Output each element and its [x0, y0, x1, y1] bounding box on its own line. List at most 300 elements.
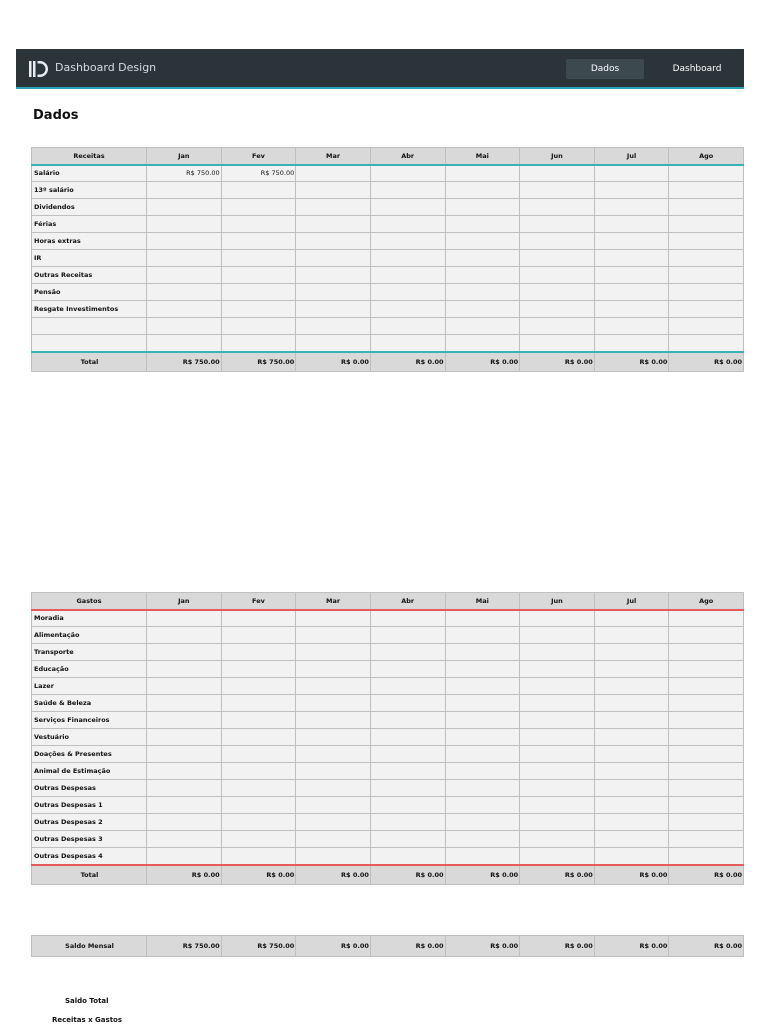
table-row: [32, 627, 744, 644]
value-cell[interactable]: [370, 216, 445, 233]
value-cell[interactable]: [520, 250, 595, 267]
value-cell[interactable]: [147, 301, 222, 318]
value-cell[interactable]: [669, 335, 744, 352]
value-cell[interactable]: [221, 695, 296, 712]
value-cell[interactable]: [520, 848, 595, 865]
value-cell[interactable]: [221, 712, 296, 729]
value-cell[interactable]: [147, 763, 222, 780]
value-cell[interactable]: [370, 199, 445, 216]
table-row: [32, 644, 744, 661]
month-header-jan: Jan: [147, 148, 222, 165]
value-cell[interactable]: [520, 182, 595, 199]
value-cell[interactable]: [669, 165, 744, 182]
saldo-mensal-label: Saldo Mensal: [32, 936, 147, 957]
value-cell[interactable]: [221, 250, 296, 267]
month-header-jan: Jan: [147, 593, 222, 610]
value-cell[interactable]: [147, 695, 222, 712]
saldo-value-cell: R$ 0.00: [370, 936, 445, 957]
table-row: [32, 165, 744, 182]
value-cell[interactable]: [594, 199, 669, 216]
value-cell[interactable]: [370, 610, 445, 627]
value-cell[interactable]: [445, 678, 520, 695]
value-cell[interactable]: [296, 797, 371, 814]
value-cell[interactable]: [296, 301, 371, 318]
value-cell[interactable]: [147, 712, 222, 729]
table-row: [32, 695, 744, 712]
value-cell[interactable]: [370, 233, 445, 250]
value-cell[interactable]: [520, 712, 595, 729]
value-cell[interactable]: [296, 267, 371, 284]
value-cell[interactable]: [445, 267, 520, 284]
value-cell[interactable]: [370, 746, 445, 763]
value-cell[interactable]: [370, 848, 445, 865]
value-cell[interactable]: [594, 165, 669, 182]
value-cell[interactable]: [520, 165, 595, 182]
saldo-mensal-table: [31, 935, 744, 957]
value-cell[interactable]: [147, 780, 222, 797]
row-label: Saúde & Beleza: [32, 695, 147, 712]
month-header-ago: Ago: [669, 593, 744, 610]
dashboard-logo-icon: [28, 59, 48, 79]
table-row: [32, 301, 744, 318]
value-cell[interactable]: [594, 678, 669, 695]
value-cell[interactable]: [445, 165, 520, 182]
value-cell[interactable]: [370, 661, 445, 678]
value-cell[interactable]: [147, 250, 222, 267]
value-cell[interactable]: [221, 335, 296, 352]
value-cell[interactable]: [296, 644, 371, 661]
value-cell[interactable]: [296, 335, 371, 352]
value-cell[interactable]: [147, 797, 222, 814]
page-title: Dados: [33, 108, 79, 123]
value-cell[interactable]: [147, 335, 222, 352]
month-header-abr: Abr: [370, 148, 445, 165]
value-cell[interactable]: [147, 267, 222, 284]
value-cell[interactable]: [296, 627, 371, 644]
value-cell[interactable]: [594, 318, 669, 335]
row-label: IR: [32, 250, 147, 267]
value-cell[interactable]: [147, 199, 222, 216]
table-row: [32, 797, 744, 814]
total-value-cell: R$ 0.00: [296, 352, 371, 372]
value-cell[interactable]: [669, 318, 744, 335]
value-cell[interactable]: [370, 284, 445, 301]
value-cell[interactable]: [669, 712, 744, 729]
value-cell[interactable]: [221, 831, 296, 848]
value-cell[interactable]: [445, 644, 520, 661]
value-cell[interactable]: [594, 233, 669, 250]
value-cell[interactable]: [221, 848, 296, 865]
nav-dashboard-button[interactable]: Dashboard: [672, 64, 722, 74]
value-cell[interactable]: [594, 301, 669, 318]
value-cell[interactable]: [669, 831, 744, 848]
table-row: [32, 746, 744, 763]
value-cell[interactable]: [594, 763, 669, 780]
nav-dados-button[interactable]: Dados: [566, 59, 644, 79]
value-cell[interactable]: [594, 831, 669, 848]
value-cell[interactable]: [669, 814, 744, 831]
value-cell[interactable]: [669, 627, 744, 644]
month-header-fev: Fev: [221, 148, 296, 165]
value-cell[interactable]: [520, 746, 595, 763]
value-cell[interactable]: [370, 267, 445, 284]
value-cell[interactable]: [445, 746, 520, 763]
value-cell[interactable]: [594, 627, 669, 644]
value-cell[interactable]: [221, 763, 296, 780]
value-cell[interactable]: [221, 182, 296, 199]
value-cell[interactable]: [520, 831, 595, 848]
value-cell[interactable]: [221, 233, 296, 250]
value-cell[interactable]: [520, 216, 595, 233]
value-cell[interactable]: [594, 335, 669, 352]
value-cell[interactable]: [669, 746, 744, 763]
value-cell[interactable]: [370, 301, 445, 318]
value-cell[interactable]: [669, 267, 744, 284]
value-cell[interactable]: [445, 318, 520, 335]
value-cell[interactable]: [445, 831, 520, 848]
total-value-cell: R$ 0.00: [520, 865, 595, 885]
value-cell[interactable]: [445, 814, 520, 831]
value-cell[interactable]: [520, 763, 595, 780]
value-cell[interactable]: [669, 250, 744, 267]
value-cell[interactable]: [445, 301, 520, 318]
value-cell[interactable]: [370, 814, 445, 831]
value-cell[interactable]: [520, 661, 595, 678]
saldo-value-cell: R$ 0.00: [669, 936, 744, 957]
value-cell[interactable]: [445, 199, 520, 216]
value-cell[interactable]: [296, 763, 371, 780]
row-label: [32, 335, 147, 352]
value-cell[interactable]: [594, 250, 669, 267]
row-label: Resgate Investimentos: [32, 301, 147, 318]
value-cell[interactable]: [147, 284, 222, 301]
value-cell[interactable]: [296, 831, 371, 848]
gastos-header-row: [32, 593, 744, 610]
value-cell[interactable]: [594, 695, 669, 712]
table-row: [32, 814, 744, 831]
value-cell[interactable]: [147, 610, 222, 627]
top-navbar: [16, 49, 744, 89]
saldo-mensal-row: [32, 936, 744, 957]
table-row: [32, 284, 744, 301]
value-cell[interactable]: [296, 182, 371, 199]
value-cell[interactable]: [669, 780, 744, 797]
value-cell[interactable]: [370, 695, 445, 712]
value-cell[interactable]: [594, 848, 669, 865]
value-cell[interactable]: [445, 335, 520, 352]
value-cell[interactable]: [370, 729, 445, 746]
value-cell[interactable]: [445, 182, 520, 199]
value-cell[interactable]: [370, 182, 445, 199]
value-cell[interactable]: [370, 831, 445, 848]
value-cell[interactable]: [669, 284, 744, 301]
value-cell[interactable]: [221, 746, 296, 763]
total-value-cell: R$ 0.00: [296, 865, 371, 885]
saldo-value-cell: R$ 0.00: [296, 936, 371, 957]
value-cell[interactable]: [221, 678, 296, 695]
value-cell[interactable]: [147, 318, 222, 335]
saldo-value-cell: R$ 0.00: [445, 936, 520, 957]
table-row: [32, 763, 744, 780]
value-cell[interactable]: [370, 678, 445, 695]
month-header-jun: Jun: [520, 593, 595, 610]
value-cell[interactable]: [669, 216, 744, 233]
table-row: [32, 250, 744, 267]
value-cell[interactable]: [296, 233, 371, 250]
total-value-cell: R$ 0.00: [594, 865, 669, 885]
value-cell[interactable]: [520, 301, 595, 318]
saldo-value-cell: R$ 0.00: [520, 936, 595, 957]
value-cell[interactable]: [594, 712, 669, 729]
receitas-header-row: [32, 148, 744, 165]
total-value-cell: R$ 0.00: [221, 865, 296, 885]
brand-title: Dashboard Design: [55, 61, 157, 74]
value-cell[interactable]: [669, 848, 744, 865]
value-cell[interactable]: [445, 763, 520, 780]
table-row: [32, 216, 744, 233]
total-value-cell: R$ 0.00: [370, 865, 445, 885]
table-row: [32, 712, 744, 729]
row-label: [32, 318, 147, 335]
value-cell[interactable]: [520, 627, 595, 644]
value-cell[interactable]: [221, 284, 296, 301]
row-label: Dividendos: [32, 199, 147, 216]
value-cell[interactable]: [370, 644, 445, 661]
value-cell[interactable]: [296, 780, 371, 797]
table-row: [32, 831, 744, 848]
value-cell[interactable]: [147, 729, 222, 746]
month-header-mai: Mai: [445, 148, 520, 165]
row-label: Outras Despesas 4: [32, 848, 147, 865]
value-cell[interactable]: [370, 318, 445, 335]
value-cell[interactable]: [221, 301, 296, 318]
month-header-jun: Jun: [520, 148, 595, 165]
value-cell[interactable]: [370, 335, 445, 352]
value-cell[interactable]: [221, 797, 296, 814]
value-cell[interactable]: [147, 627, 222, 644]
value-cell[interactable]: [445, 610, 520, 627]
value-cell[interactable]: [221, 318, 296, 335]
value-cell[interactable]: [296, 678, 371, 695]
value-cell[interactable]: [445, 250, 520, 267]
total-value-cell: R$ 0.00: [445, 352, 520, 372]
value-cell[interactable]: [296, 216, 371, 233]
value-cell[interactable]: [147, 848, 222, 865]
value-cell[interactable]: [445, 284, 520, 301]
total-value-cell: R$ 0.00: [445, 865, 520, 885]
value-cell[interactable]: [669, 182, 744, 199]
value-cell[interactable]: [370, 780, 445, 797]
value-cell[interactable]: [669, 729, 744, 746]
total-label: Total: [32, 865, 147, 885]
value-cell[interactable]: [147, 831, 222, 848]
value-cell[interactable]: [520, 318, 595, 335]
value-cell[interactable]: [221, 199, 296, 216]
row-label: Outras Despesas 1: [32, 797, 147, 814]
table-row: [32, 182, 744, 199]
table-row: [32, 848, 744, 865]
value-cell[interactable]: [445, 627, 520, 644]
value-cell[interactable]: [296, 712, 371, 729]
value-cell[interactable]: [445, 797, 520, 814]
value-cell[interactable]: [669, 797, 744, 814]
value-cell[interactable]: [594, 746, 669, 763]
value-cell[interactable]: [669, 695, 744, 712]
table-row: [32, 678, 744, 695]
value-cell[interactable]: [296, 250, 371, 267]
value-cell[interactable]: [445, 780, 520, 797]
value-cell[interactable]: [296, 318, 371, 335]
row-label: Outras Despesas 3: [32, 831, 147, 848]
value-cell[interactable]: [147, 216, 222, 233]
value-cell[interactable]: [296, 746, 371, 763]
row-label: Educação: [32, 661, 147, 678]
value-cell[interactable]: [594, 797, 669, 814]
value-cell[interactable]: [370, 712, 445, 729]
month-header-mai: Mai: [445, 593, 520, 610]
value-cell[interactable]: [520, 644, 595, 661]
value-cell[interactable]: [594, 610, 669, 627]
row-label: Salário: [32, 165, 147, 182]
value-cell[interactable]: [520, 729, 595, 746]
value-cell[interactable]: [594, 644, 669, 661]
saldo-value-cell: R$ 750.00: [147, 936, 222, 957]
value-cell[interactable]: [669, 610, 744, 627]
value-cell[interactable]: [147, 814, 222, 831]
month-header-jul: Jul: [594, 593, 669, 610]
row-label: Alimentação: [32, 627, 147, 644]
row-label: Horas extras: [32, 233, 147, 250]
value-cell[interactable]: [520, 678, 595, 695]
value-cell[interactable]: [221, 644, 296, 661]
value-cell[interactable]: [594, 814, 669, 831]
value-cell[interactable]: [669, 199, 744, 216]
table-row: [32, 233, 744, 250]
value-cell[interactable]: [221, 729, 296, 746]
value-cell[interactable]: [147, 644, 222, 661]
total-value-cell: R$ 750.00: [221, 352, 296, 372]
receitas-x-gastos-label: Receitas x Gastos: [52, 1016, 123, 1024]
value-cell[interactable]: [370, 797, 445, 814]
value-cell[interactable]: [594, 729, 669, 746]
value-cell[interactable]: [669, 661, 744, 678]
month-header-fev: Fev: [221, 593, 296, 610]
value-cell[interactable]: [520, 284, 595, 301]
value-cell[interactable]: [296, 848, 371, 865]
value-cell[interactable]: [147, 233, 222, 250]
value-cell[interactable]: [296, 814, 371, 831]
value-cell[interactable]: [594, 780, 669, 797]
value-cell[interactable]: [594, 182, 669, 199]
gastos-total-row: [32, 865, 744, 885]
row-label: Férias: [32, 216, 147, 233]
value-cell[interactable]: [669, 763, 744, 780]
row-label: 13º salário: [32, 182, 147, 199]
value-cell[interactable]: [147, 746, 222, 763]
value-cell[interactable]: [445, 848, 520, 865]
value-cell[interactable]: [296, 610, 371, 627]
saldo-total-label: Saldo Total: [65, 997, 109, 1005]
value-cell[interactable]: [221, 814, 296, 831]
value-cell[interactable]: [669, 233, 744, 250]
row-label: Animal de Estimação: [32, 763, 147, 780]
value-cell[interactable]: [370, 763, 445, 780]
receitas-header-category: Receitas: [32, 148, 147, 165]
total-value-cell: R$ 0.00: [669, 865, 744, 885]
month-header-mar: Mar: [296, 593, 371, 610]
value-cell[interactable]: [296, 165, 371, 182]
value-cell[interactable]: R$ 750.00: [147, 165, 222, 182]
value-cell[interactable]: [520, 335, 595, 352]
value-cell[interactable]: [520, 797, 595, 814]
value-cell[interactable]: [221, 661, 296, 678]
value-cell[interactable]: [520, 814, 595, 831]
value-cell[interactable]: [370, 627, 445, 644]
value-cell[interactable]: [221, 780, 296, 797]
value-cell[interactable]: [520, 610, 595, 627]
value-cell[interactable]: [594, 661, 669, 678]
value-cell[interactable]: [445, 695, 520, 712]
value-cell[interactable]: [520, 780, 595, 797]
value-cell[interactable]: [445, 729, 520, 746]
table-row: [32, 335, 744, 352]
value-cell[interactable]: [221, 267, 296, 284]
table-row: [32, 729, 744, 746]
row-label: Transporte: [32, 644, 147, 661]
value-cell[interactable]: [147, 661, 222, 678]
value-cell[interactable]: [520, 233, 595, 250]
value-cell[interactable]: [594, 267, 669, 284]
table-row: [32, 267, 744, 284]
value-cell[interactable]: [296, 661, 371, 678]
gastos-header-category: Gastos: [32, 593, 147, 610]
month-header-ago: Ago: [669, 148, 744, 165]
total-value-cell: R$ 0.00: [370, 352, 445, 372]
value-cell[interactable]: [445, 661, 520, 678]
value-cell[interactable]: [147, 182, 222, 199]
value-cell[interactable]: R$ 750.00: [221, 165, 296, 182]
table-row: [32, 318, 744, 335]
value-cell[interactable]: [445, 712, 520, 729]
value-cell[interactable]: [520, 199, 595, 216]
table-row: [32, 780, 744, 797]
value-cell[interactable]: [221, 627, 296, 644]
value-cell[interactable]: [147, 678, 222, 695]
value-cell[interactable]: [221, 216, 296, 233]
value-cell[interactable]: [296, 284, 371, 301]
table-row: [32, 199, 744, 216]
total-value-cell: R$ 0.00: [669, 352, 744, 372]
value-cell[interactable]: [370, 165, 445, 182]
value-cell[interactable]: [296, 199, 371, 216]
saldo-value-cell: R$ 0.00: [594, 936, 669, 957]
value-cell[interactable]: [370, 250, 445, 267]
value-cell[interactable]: [669, 678, 744, 695]
value-cell[interactable]: [296, 695, 371, 712]
row-label: Doações & Presentes: [32, 746, 147, 763]
value-cell[interactable]: [520, 267, 595, 284]
value-cell[interactable]: [669, 301, 744, 318]
value-cell[interactable]: [594, 216, 669, 233]
value-cell[interactable]: [296, 729, 371, 746]
row-label: Lazer: [32, 678, 147, 695]
value-cell[interactable]: [520, 695, 595, 712]
value-cell[interactable]: [445, 216, 520, 233]
value-cell[interactable]: [445, 233, 520, 250]
value-cell[interactable]: [594, 284, 669, 301]
value-cell[interactable]: [669, 644, 744, 661]
value-cell[interactable]: [221, 610, 296, 627]
